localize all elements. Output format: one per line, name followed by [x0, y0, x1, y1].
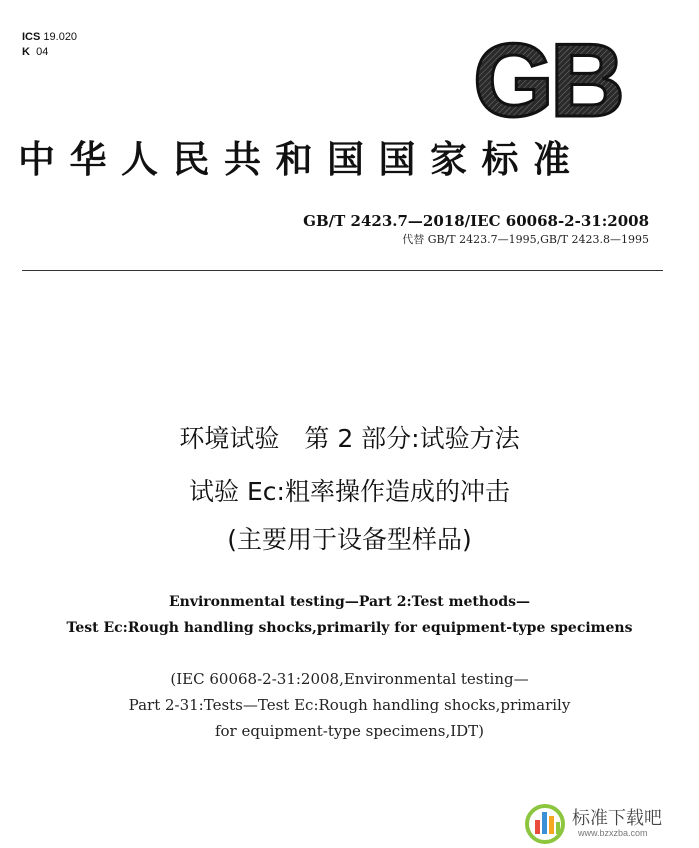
equivalence-line3: for equipment-type specimens,IDT) — [214, 722, 485, 740]
equivalence-line2: Part 2-31:Tests—Test Ec:Rough handling shocks,primarily — [128, 696, 571, 714]
replaces-note: 代替 GB/T 2423.7—1995,GB/T 2423.8—1995 — [402, 233, 649, 246]
ics-classification — [22, 30, 77, 60]
equivalence-line1: (IEC 60068-2-31:2008,Environmental testing— — [170, 670, 529, 688]
header-divider — [22, 270, 663, 271]
title-cn-line1: 环境试验 第 2 部分:试验方法 — [179, 424, 520, 453]
title-cn-line2: 试验 Ec:粗率操作造成的冲击 — [189, 477, 510, 506]
title-en-line2: Test Ec:Rough handling shocks,primarily for equipment-type specimens — [66, 620, 633, 636]
ics-line: ICS 19.020 — [22, 31, 78, 43]
title-en-line1: Environmental testing—Part 2:Test methods— — [169, 594, 530, 610]
standard-number: GB/T 2423.7—2018/IEC 60068-2-31:2008 — [303, 212, 649, 230]
class-line: K 04 — [22, 46, 49, 58]
watermark-logo-icon — [522, 800, 568, 844]
watermark-site-name: 标准下载吧 — [572, 808, 662, 829]
watermark-url: www.bzxzba.com — [578, 828, 648, 838]
gb-logo-text: GB — [473, 36, 621, 124]
national-standard-title: 中华人民共和国国家标准 — [18, 137, 585, 181]
title-cn-line3: (主要用于设备型样品) — [227, 525, 472, 554]
gb-logo-icon — [468, 36, 626, 124]
